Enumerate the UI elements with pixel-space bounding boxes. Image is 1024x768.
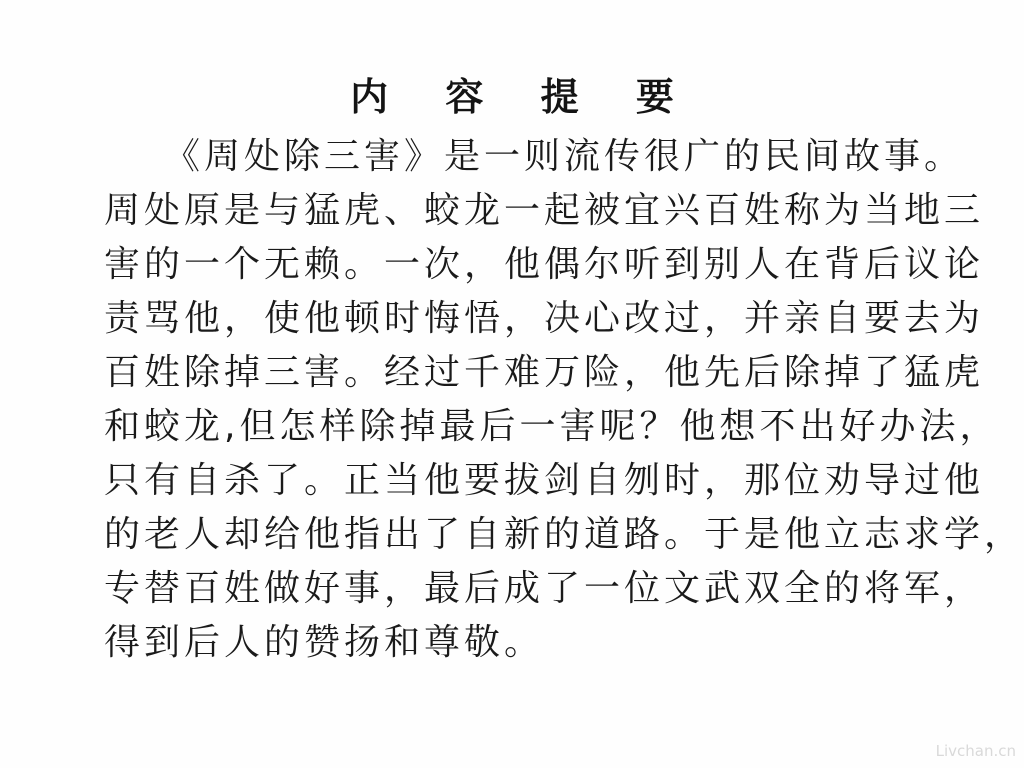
text-line: 和蛟龙,但怎样除掉最后一害呢？他想不出好办法，: [104, 406, 1000, 447]
text-line: 只有自杀了。正当他要拔剑自刎时，那位劝导过他: [104, 460, 985, 501]
text-line: 害的一个无赖。一次，他偶尔听到别人在背后议论: [104, 244, 985, 285]
text-line: 周处原是与猛虎、蛟龙一起被宜兴百姓称为当地三: [104, 190, 985, 231]
summary-paragraph: [104, 130, 1024, 670]
text-line: 责骂他，使他顿时悔悟，决心改过，并亲自要去为: [104, 298, 985, 339]
watermark-text: Livchan.cn: [935, 742, 1016, 760]
title-char: 容: [445, 75, 484, 119]
text-line: 《周处除三害》是一则流传很广的民间故事。: [164, 136, 965, 177]
title-char: 要: [635, 75, 674, 119]
text-line: 专替百姓做好事，最后成了一位文武双全的将军，: [104, 568, 985, 609]
text-line: 的老人却给他指出了自新的道路。于是他立志求学，: [104, 514, 1024, 555]
text-line: 百姓除掉三害。经过千难万险，他先后除掉了猛虎: [104, 352, 985, 393]
title-char: 内: [350, 75, 389, 119]
text-line: 得到后人的赞扬和尊敬。: [104, 622, 545, 663]
page-title: [0, 70, 1024, 124]
title-char: 提: [540, 75, 579, 119]
